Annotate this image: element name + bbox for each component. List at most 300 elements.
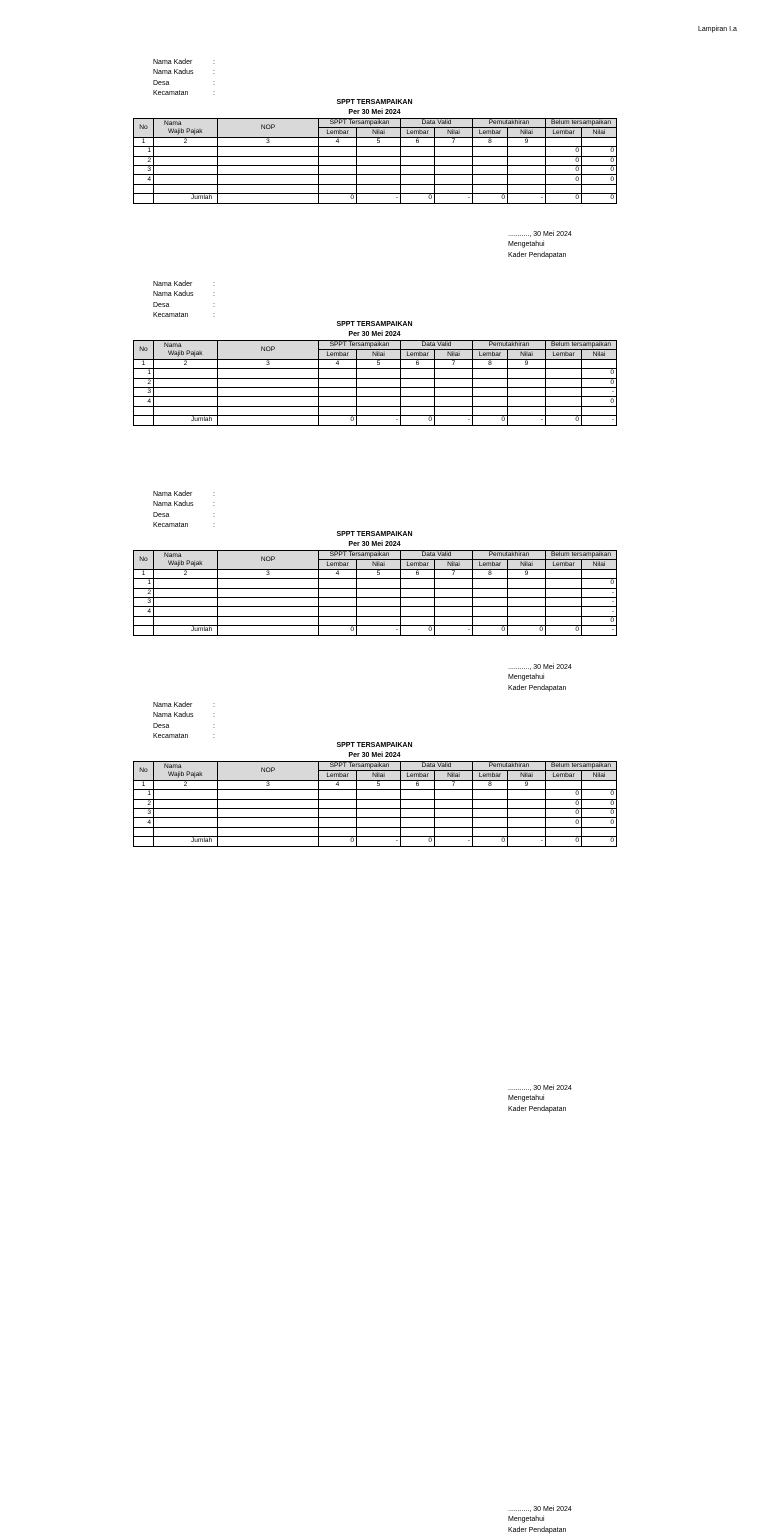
row-pemut-nilai (508, 790, 546, 799)
row-valid-nilai (435, 406, 473, 415)
row-sppt-nilai (357, 387, 401, 396)
row-nama-cell (154, 387, 218, 396)
row-no: 2 (134, 799, 154, 808)
row-belum-lembar (546, 597, 582, 606)
total-sppt-nilai: - (357, 626, 401, 635)
nama-kader-row (153, 280, 219, 290)
nama-kadus-label: Nama Kadus (153, 712, 194, 720)
row-valid-nilai (435, 378, 473, 387)
row-pemut-nilai (508, 378, 546, 387)
col-no-header: No (134, 551, 154, 570)
row-pemut-nilai (508, 397, 546, 406)
total-sppt-lembar: 0 (319, 416, 357, 425)
row-sppt-lembar (319, 607, 357, 616)
empty-cell (546, 780, 582, 789)
row-sppt-nilai (357, 175, 401, 184)
row-belum-nilai: 0 (582, 579, 617, 588)
sign-date: ..........., 30 Mei 2024 (508, 231, 572, 238)
row-pemut-lembar (473, 387, 508, 396)
desa-row (153, 79, 219, 89)
col-no-header: No (134, 119, 154, 138)
sppt-table (133, 761, 617, 847)
row-no: 4 (134, 818, 154, 827)
lembar-header: Lembar (473, 560, 508, 569)
row-no: 4 (134, 607, 154, 616)
row-nop-cell (218, 387, 319, 396)
lembar-header: Lembar (319, 771, 357, 780)
col-nop-header: NOP (218, 119, 319, 138)
row-belum-nilai: 0 (582, 378, 617, 387)
report-title: SPPT TERSAMPAIKAN (336, 321, 413, 328)
total-belum-lembar: 0 (546, 837, 582, 846)
identity-block (153, 280, 219, 322)
table-row (134, 397, 617, 406)
row-pemut-lembar (473, 147, 508, 156)
colon: : (213, 733, 215, 741)
row-valid-nilai (435, 818, 473, 827)
row-valid-nilai (435, 184, 473, 193)
col-nama-line1: Nama (164, 762, 182, 770)
row-pemut-lembar (473, 799, 508, 808)
row-pemut-lembar (473, 165, 508, 174)
total-belum-lembar: 0 (546, 626, 582, 635)
signature-block (508, 1505, 572, 1536)
row-pemut-nilai (508, 147, 546, 156)
nama-kadus-row (153, 290, 219, 300)
total-pemut-lembar: 0 (473, 194, 508, 203)
row-nop-cell (218, 184, 319, 193)
row-nama-cell (154, 378, 218, 387)
row-pemut-lembar (473, 397, 508, 406)
total-pemut-lembar: 0 (473, 837, 508, 846)
table-row (134, 579, 617, 588)
row-valid-lembar (401, 818, 435, 827)
row-nama-cell (154, 607, 218, 616)
kecamatan-label: Kecamatan (153, 733, 189, 741)
index-cell: 2 (154, 780, 218, 789)
total-sppt-lembar: 0 (319, 626, 357, 635)
row-valid-nilai (435, 799, 473, 808)
table-row (134, 597, 617, 606)
column-index-row (134, 780, 617, 789)
nilai-header: Nilai (435, 771, 473, 780)
col-nop-header: NOP (218, 551, 319, 570)
sign-date: ..........., 30 Mei 2024 (508, 1506, 572, 1513)
total-row (134, 416, 617, 425)
data-rows (134, 369, 617, 416)
row-nama-cell (154, 799, 218, 808)
total-sppt-lembar: 0 (319, 837, 357, 846)
total-pemut-lembar: 0 (473, 416, 508, 425)
index-cell: 8 (473, 137, 508, 146)
row-sppt-nilai (357, 579, 401, 588)
nilai-header: Nilai (508, 771, 546, 780)
row-no: 3 (134, 597, 154, 606)
empty-cell (218, 837, 319, 846)
empty-cell (546, 137, 582, 146)
row-sppt-lembar (319, 156, 357, 165)
row-belum-nilai (582, 406, 617, 415)
row-pemut-lembar (473, 369, 508, 378)
row-pemut-nilai (508, 175, 546, 184)
row-belum-lembar (546, 184, 582, 193)
nilai-header: Nilai (435, 128, 473, 137)
index-cell: 4 (319, 359, 357, 368)
index-cell: 7 (435, 359, 473, 368)
row-nama-cell (154, 588, 218, 597)
table-row (134, 588, 617, 597)
table-row (134, 156, 617, 165)
col-nama-header (154, 762, 218, 781)
table-row (134, 799, 617, 808)
grp-valid-header: Data Valid (401, 551, 473, 560)
row-nop-cell (218, 369, 319, 378)
jumlah-label: Jumlah (154, 837, 218, 846)
row-sppt-nilai (357, 378, 401, 387)
colon: : (213, 511, 215, 519)
report-section (0, 701, 768, 1534)
index-cell: 2 (154, 359, 218, 368)
row-nama-cell (154, 184, 218, 193)
row-sppt-lembar (319, 175, 357, 184)
desa-label: Desa (153, 301, 170, 309)
colon: : (213, 722, 215, 730)
kecamatan-label: Kecamatan (153, 312, 189, 320)
sign-kader: Kader Pendapatan (508, 684, 567, 692)
report-subtitle: Per 30 Mei 2024 (348, 109, 401, 116)
row-valid-nilai (435, 369, 473, 378)
row-valid-lembar (401, 808, 435, 817)
nilai-header: Nilai (508, 128, 546, 137)
desa-label: Desa (153, 511, 170, 519)
row-pemut-nilai (508, 818, 546, 827)
row-belum-lembar (546, 607, 582, 616)
lembar-header: Lembar (401, 560, 435, 569)
desa-row (153, 511, 219, 521)
total-row (134, 837, 617, 846)
row-nop-cell (218, 799, 319, 808)
nilai-header: Nilai (508, 350, 546, 359)
row-pemut-nilai (508, 165, 546, 174)
row-no: 2 (134, 378, 154, 387)
signature-block (508, 230, 572, 261)
row-sppt-lembar (319, 597, 357, 606)
row-pemut-nilai (508, 597, 546, 606)
col-nama-line1: Nama (164, 341, 182, 349)
total-row (134, 626, 617, 635)
row-valid-lembar (401, 165, 435, 174)
lembar-header: Lembar (546, 128, 582, 137)
colon: : (213, 702, 215, 709)
row-belum-lembar (546, 616, 582, 625)
row-belum-nilai (582, 827, 617, 836)
row-belum-nilai: 0 (582, 397, 617, 406)
row-sppt-nilai (357, 597, 401, 606)
index-cell: 2 (154, 137, 218, 146)
row-nama-cell (154, 790, 218, 799)
sign-date: ..........., 30 Mei 2024 (508, 664, 572, 671)
table-row (134, 184, 617, 193)
colon: : (213, 69, 215, 77)
data-rows (134, 147, 617, 194)
sign-kader: Kader Pendapatan (508, 1105, 567, 1113)
row-valid-lembar (401, 579, 435, 588)
row-no: 2 (134, 588, 154, 597)
lembar-header: Lembar (401, 771, 435, 780)
index-cell: 5 (357, 569, 401, 578)
nilai-header: Nilai (435, 350, 473, 359)
row-valid-nilai (435, 588, 473, 597)
row-sppt-lembar (319, 387, 357, 396)
row-nop-cell (218, 397, 319, 406)
table-row (134, 827, 617, 836)
grp-pemutakhiran-header: Pemutakhiran (473, 341, 546, 350)
index-cell: 9 (508, 569, 546, 578)
row-sppt-lembar (319, 147, 357, 156)
desa-row (153, 722, 219, 732)
report-section (0, 490, 768, 1113)
row-sppt-lembar (319, 369, 357, 378)
signature-block (508, 1084, 572, 1115)
row-pemut-lembar (473, 156, 508, 165)
row-valid-lembar (401, 827, 435, 836)
nama-kader-label: Nama Kader (153, 702, 193, 709)
row-pemut-lembar (473, 808, 508, 817)
index-cell: 5 (357, 780, 401, 789)
row-nop-cell (218, 597, 319, 606)
total-valid-nilai: - (435, 194, 473, 203)
row-valid-lembar (401, 397, 435, 406)
row-belum-lembar: 0 (546, 799, 582, 808)
index-cell: 7 (435, 137, 473, 146)
index-cell: 5 (357, 359, 401, 368)
empty-cell (218, 194, 319, 203)
col-nop-header: NOP (218, 762, 319, 781)
row-nama-cell (154, 616, 218, 625)
total-pemut-nilai: - (508, 837, 546, 846)
row-nop-cell (218, 790, 319, 799)
row-nop-cell (218, 156, 319, 165)
row-belum-lembar (546, 579, 582, 588)
row-sppt-nilai (357, 156, 401, 165)
row-sppt-nilai (357, 799, 401, 808)
total-sppt-nilai: - (357, 837, 401, 846)
desa-label: Desa (153, 79, 170, 87)
total-pemut-nilai: 0 (508, 626, 546, 635)
grp-sppt-header: SPPT Tersampaikan (319, 341, 401, 350)
row-pemut-nilai (508, 184, 546, 193)
row-nop-cell (218, 808, 319, 817)
row-no (134, 827, 154, 836)
row-pemut-nilai (508, 406, 546, 415)
col-wajib-line2: Wajib Pajak (168, 127, 203, 135)
colon: : (213, 291, 215, 299)
row-nama-cell (154, 808, 218, 817)
grp-pemutakhiran-header: Pemutakhiran (473, 551, 546, 560)
empty-cell (134, 416, 154, 425)
lembar-header: Lembar (319, 350, 357, 359)
row-pemut-lembar (473, 597, 508, 606)
colon: : (213, 59, 215, 66)
report-title: SPPT TERSAMPAIKAN (336, 99, 413, 106)
table-row (134, 378, 617, 387)
total-pemut-lembar: 0 (473, 626, 508, 635)
row-no: 2 (134, 156, 154, 165)
lembar-header: Lembar (319, 128, 357, 137)
empty-cell (582, 569, 617, 578)
empty-cell (546, 359, 582, 368)
report-section (0, 58, 768, 268)
grp-valid-header: Data Valid (401, 762, 473, 771)
sign-mengetahui: Mengetahui (508, 1095, 545, 1103)
lampiran-label: Lampiran I.a (698, 26, 737, 33)
grp-belum-header: Belum tersampaikan (546, 762, 617, 771)
total-valid-nilai: - (435, 416, 473, 425)
nilai-header: Nilai (582, 560, 617, 569)
row-pemut-lembar (473, 184, 508, 193)
index-cell: 1 (134, 780, 154, 789)
index-cell: 6 (401, 569, 435, 578)
row-nop-cell (218, 579, 319, 588)
row-no: 3 (134, 165, 154, 174)
row-pemut-nilai (508, 607, 546, 616)
row-pemut-nilai (508, 827, 546, 836)
lembar-header: Lembar (473, 771, 508, 780)
row-no (134, 406, 154, 415)
grp-pemutakhiran-header: Pemutakhiran (473, 762, 546, 771)
row-belum-nilai: - (582, 387, 617, 396)
row-valid-nilai (435, 175, 473, 184)
row-pemut-nilai (508, 588, 546, 597)
row-sppt-nilai (357, 406, 401, 415)
total-valid-lembar: 0 (401, 194, 435, 203)
row-sppt-nilai (357, 607, 401, 616)
index-cell: 7 (435, 569, 473, 578)
nama-kadus-label: Nama Kadus (153, 69, 194, 77)
total-belum-nilai: - (582, 416, 617, 425)
grp-valid-header: Data Valid (401, 341, 473, 350)
row-sppt-lembar (319, 397, 357, 406)
sign-mengetahui: Mengetahui (508, 1516, 545, 1524)
table-row (134, 818, 617, 827)
row-no (134, 616, 154, 625)
nilai-header: Nilai (582, 128, 617, 137)
column-index-row (134, 569, 617, 578)
table-row (134, 607, 617, 616)
report-subtitle: Per 30 Mei 2024 (348, 331, 401, 338)
colon: : (213, 712, 215, 720)
nilai-header: Nilai (435, 560, 473, 569)
row-pemut-nilai (508, 808, 546, 817)
empty-cell (218, 626, 319, 635)
empty-cell (546, 569, 582, 578)
grp-belum-header: Belum tersampaikan (546, 551, 617, 560)
nama-kadus-label: Nama Kadus (153, 501, 194, 509)
lembar-header: Lembar (401, 350, 435, 359)
colon: : (213, 79, 215, 87)
row-nama-cell (154, 397, 218, 406)
row-no: 3 (134, 808, 154, 817)
nama-kadus-row (153, 711, 219, 721)
index-cell: 1 (134, 569, 154, 578)
jumlah-label: Jumlah (154, 626, 218, 635)
index-cell: 6 (401, 359, 435, 368)
row-sppt-lembar (319, 588, 357, 597)
row-nama-cell (154, 827, 218, 836)
empty-cell (582, 137, 617, 146)
row-belum-lembar: 0 (546, 175, 582, 184)
row-belum-lembar: 0 (546, 147, 582, 156)
empty-cell (582, 359, 617, 368)
sign-kader: Kader Pendapatan (508, 1526, 567, 1534)
col-nama-header (154, 119, 218, 138)
grp-sppt-header: SPPT Tersampaikan (319, 762, 401, 771)
row-valid-nilai (435, 397, 473, 406)
row-nama-cell (154, 147, 218, 156)
row-nama-cell (154, 406, 218, 415)
colon: : (213, 491, 215, 498)
row-pemut-lembar (473, 406, 508, 415)
row-belum-nilai: - (582, 588, 617, 597)
sppt-table (133, 340, 617, 426)
index-cell: 4 (319, 780, 357, 789)
row-belum-nilai: 0 (582, 799, 617, 808)
grp-valid-header: Data Valid (401, 119, 473, 128)
total-sppt-nilai: - (357, 194, 401, 203)
empty-cell (134, 837, 154, 846)
row-nama-cell (154, 579, 218, 588)
row-nop-cell (218, 588, 319, 597)
nama-kader-label: Nama Kader (153, 281, 193, 288)
row-valid-nilai (435, 147, 473, 156)
row-belum-nilai: - (582, 607, 617, 616)
row-belum-nilai: 0 (582, 369, 617, 378)
row-sppt-lembar (319, 799, 357, 808)
row-sppt-nilai (357, 147, 401, 156)
report-section (0, 280, 768, 692)
colon: : (213, 522, 215, 530)
row-valid-nilai (435, 827, 473, 836)
row-sppt-lembar (319, 827, 357, 836)
table-row (134, 369, 617, 378)
row-valid-nilai (435, 165, 473, 174)
nilai-header: Nilai (582, 771, 617, 780)
lembar-header: Lembar (319, 560, 357, 569)
col-nop-header: NOP (218, 341, 319, 360)
total-valid-lembar: 0 (401, 626, 435, 635)
row-nop-cell (218, 147, 319, 156)
index-cell: 8 (473, 359, 508, 368)
nilai-header: Nilai (508, 560, 546, 569)
row-sppt-nilai (357, 818, 401, 827)
total-belum-lembar: 0 (546, 194, 582, 203)
nilai-header: Nilai (357, 128, 401, 137)
row-belum-nilai: 0 (582, 790, 617, 799)
row-belum-lembar (546, 588, 582, 597)
empty-cell (582, 780, 617, 789)
row-pemut-lembar (473, 818, 508, 827)
lembar-header: Lembar (473, 350, 508, 359)
row-sppt-lembar (319, 790, 357, 799)
lembar-header: Lembar (401, 128, 435, 137)
col-wajib-line2: Wajib Pajak (168, 770, 203, 778)
colon: : (213, 301, 215, 309)
row-nop-cell (218, 165, 319, 174)
col-wajib-line2: Wajib Pajak (168, 559, 203, 567)
identity-block (153, 58, 219, 100)
row-belum-nilai: 0 (582, 156, 617, 165)
total-pemut-nilai: - (508, 194, 546, 203)
